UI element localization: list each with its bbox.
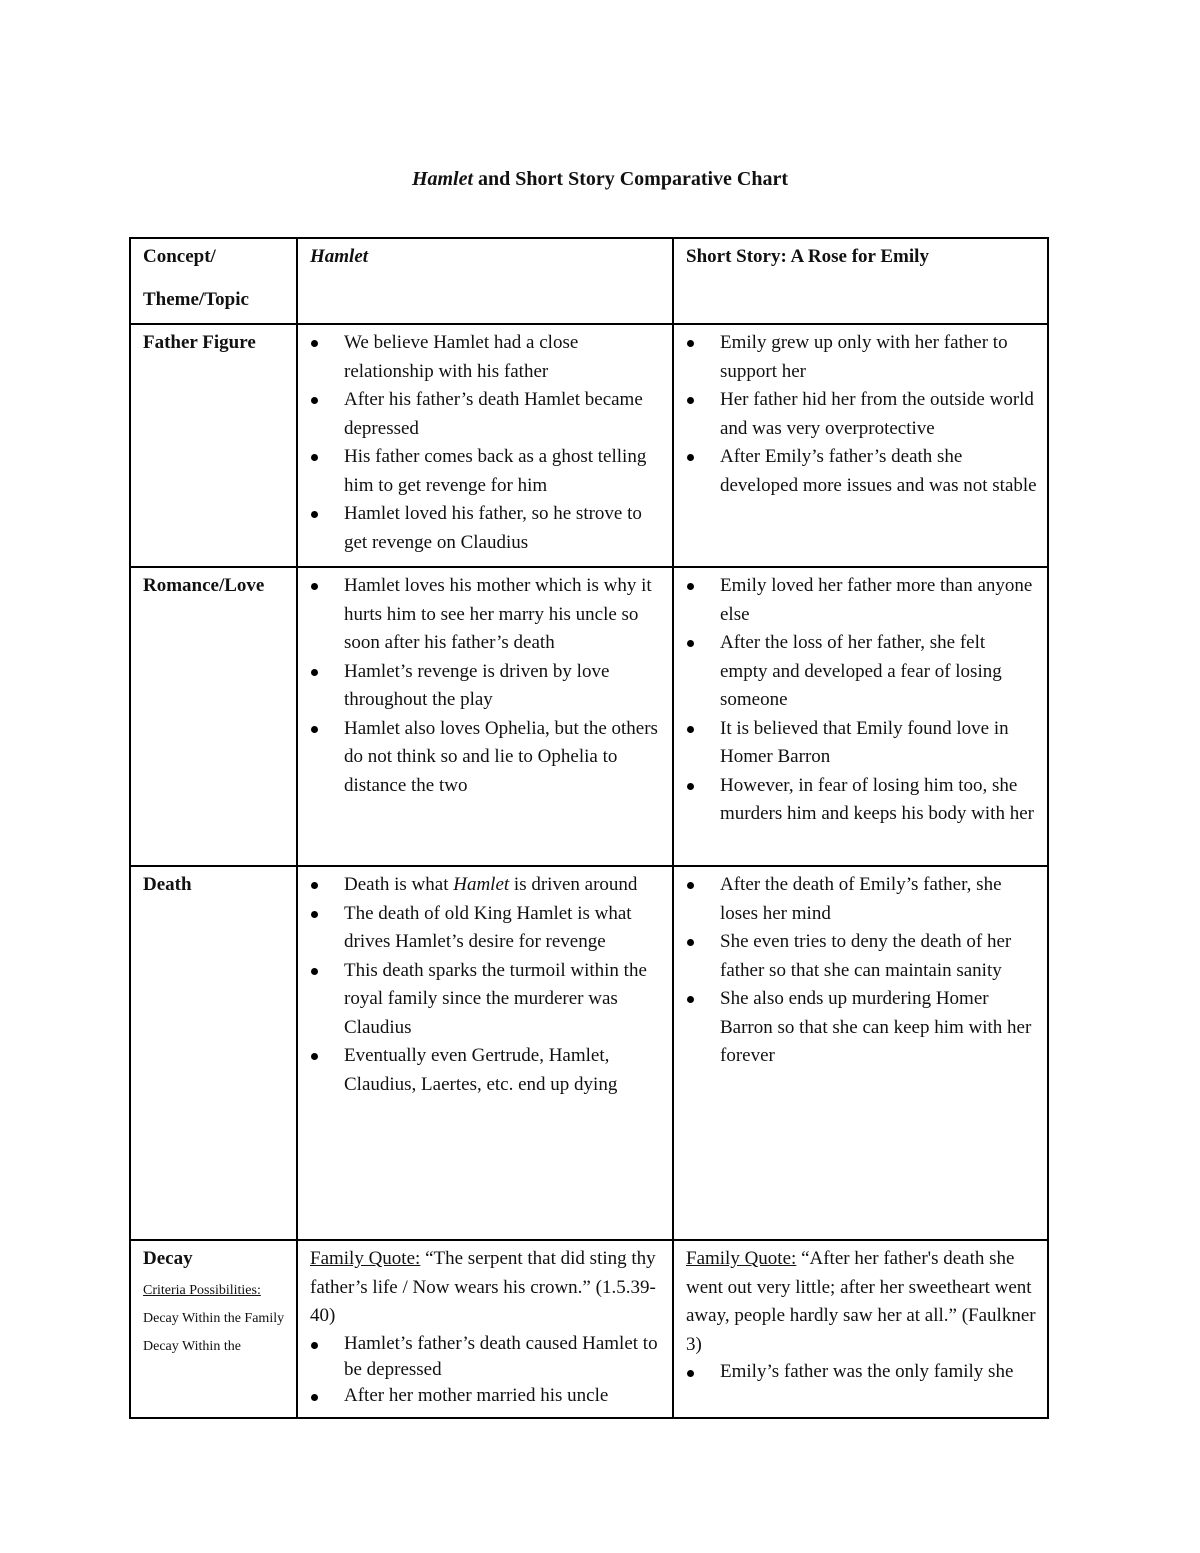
header-story: Short Story: A Rose for Emily (686, 246, 929, 267)
list-item: Emily grew up only with her father to support her (720, 329, 1037, 386)
list-item: Hamlet’s revenge is driven by love throughout the play (344, 658, 662, 715)
list-item: However, in fear of losing him too, she murders him and keeps his body with her (720, 772, 1037, 829)
hamlet-cell (297, 866, 673, 1240)
concept-cell (130, 866, 297, 1240)
list-item: After the death of Emily’s father, she loses her mind (720, 871, 1037, 928)
list-item: After her mother married his uncle (344, 1383, 662, 1409)
title-italic: Hamlet (411, 168, 474, 190)
document-title (0, 168, 1200, 191)
quote (310, 1245, 662, 1331)
list-item: The death of old King Hamlet is what drives Hamlet’s desire for revenge (344, 900, 662, 957)
bullet-list (686, 572, 1037, 829)
list-item: She also ends up murdering Homer Barron so that she can keep him with her forever (720, 985, 1037, 1071)
bullet-list (310, 1331, 662, 1409)
criteria-item: Decay Within the Family (143, 1310, 285, 1326)
bullet-list (310, 871, 662, 1099)
row-father-figure (130, 324, 1048, 567)
quote-text: “After her father's death she went out very little; after her sweetheart went away, people hardly saw her at all.” (Faulkner 3) (686, 1248, 1036, 1355)
bullet-list (686, 1359, 1037, 1385)
list-item: Hamlet loves his mother which is why it hurts him to see her marry his uncle so soon after his father’s death (344, 572, 662, 658)
row-death (130, 866, 1048, 1240)
concept-cell (130, 1240, 297, 1418)
list-item: Hamlet’s father’s death caused Hamlet to be depressed (344, 1331, 662, 1383)
list-item: His father comes back as a ghost telling him to get revenge for him (344, 443, 662, 500)
concept-label: Death (143, 874, 192, 895)
text-post: is driven around (509, 874, 638, 895)
row-decay (130, 1240, 1048, 1418)
list-item: Eventually even Gertrude, Hamlet, Claudius, Laertes, etc. end up dying (344, 1042, 662, 1099)
bullet-list (310, 572, 662, 800)
header-concept-line2: Theme/Topic (143, 288, 249, 310)
header-concept-line1: Concept/ (143, 246, 216, 267)
title-rest: and Short Story Comparative Chart (473, 168, 789, 190)
list-item: After his father’s death Hamlet became depressed (344, 386, 662, 443)
text-pre: Death is what (344, 874, 454, 895)
list-item (344, 871, 662, 900)
list-item: Hamlet loved his father, so he strove to get revenge on Claudius (344, 500, 662, 557)
criteria-item: Decay Within the (143, 1338, 241, 1354)
quote (686, 1245, 1037, 1359)
story-cell (673, 866, 1048, 1240)
story-cell (673, 1240, 1048, 1418)
story-cell (673, 324, 1048, 567)
header-hamlet-cell (297, 238, 673, 324)
list-item: Her father hid her from the outside world and was very overprotective (720, 386, 1037, 443)
quote-label: Family Quote: (310, 1248, 421, 1269)
row-romance-love (130, 567, 1048, 866)
quote-text: “The serpent that did sting thy father’s life / Now wears his crown.” (1.5.39-40) (310, 1248, 656, 1326)
header-story-cell (673, 238, 1048, 324)
text-italic: Hamlet (453, 874, 510, 895)
bullet-list (310, 329, 662, 557)
list-item: She even tries to deny the death of her father so that she can maintain sanity (720, 928, 1037, 985)
hamlet-cell (297, 1240, 673, 1418)
hamlet-cell (297, 567, 673, 866)
list-item: It is believed that Emily found love in Homer Barron (720, 715, 1037, 772)
criteria-label: Criteria Possibilities: (143, 1282, 261, 1298)
header-concept (130, 238, 297, 324)
comparative-chart (129, 237, 1049, 1419)
concept-cell (130, 567, 297, 866)
list-item: This death sparks the turmoil within the royal family since the murderer was Claudius (344, 957, 662, 1043)
quote-label: Family Quote: (686, 1248, 797, 1269)
list-item: Hamlet also loves Ophelia, but the others do not think so and lie to Ophelia to distance the two (344, 715, 662, 801)
concept-cell (130, 324, 297, 567)
list-item: We believe Hamlet had a close relationship with his father (344, 329, 662, 386)
concept-label: Father Figure (143, 332, 256, 353)
header-hamlet: Hamlet (310, 246, 369, 267)
concept-label: Decay (143, 1248, 193, 1269)
bullet-list (686, 329, 1037, 500)
hamlet-cell (297, 324, 673, 567)
list-item: After the loss of her father, she felt empty and developed a fear of losing someone (720, 629, 1037, 715)
concept-label: Romance/Love (143, 575, 265, 596)
list-item: After Emily’s father’s death she developed more issues and was not stable (720, 443, 1037, 500)
bullet-list (686, 871, 1037, 1071)
list-item: Emily’s father was the only family she (720, 1359, 1037, 1385)
story-cell (673, 567, 1048, 866)
list-item: Emily loved her father more than anyone else (720, 572, 1037, 629)
header-row (130, 238, 1048, 324)
